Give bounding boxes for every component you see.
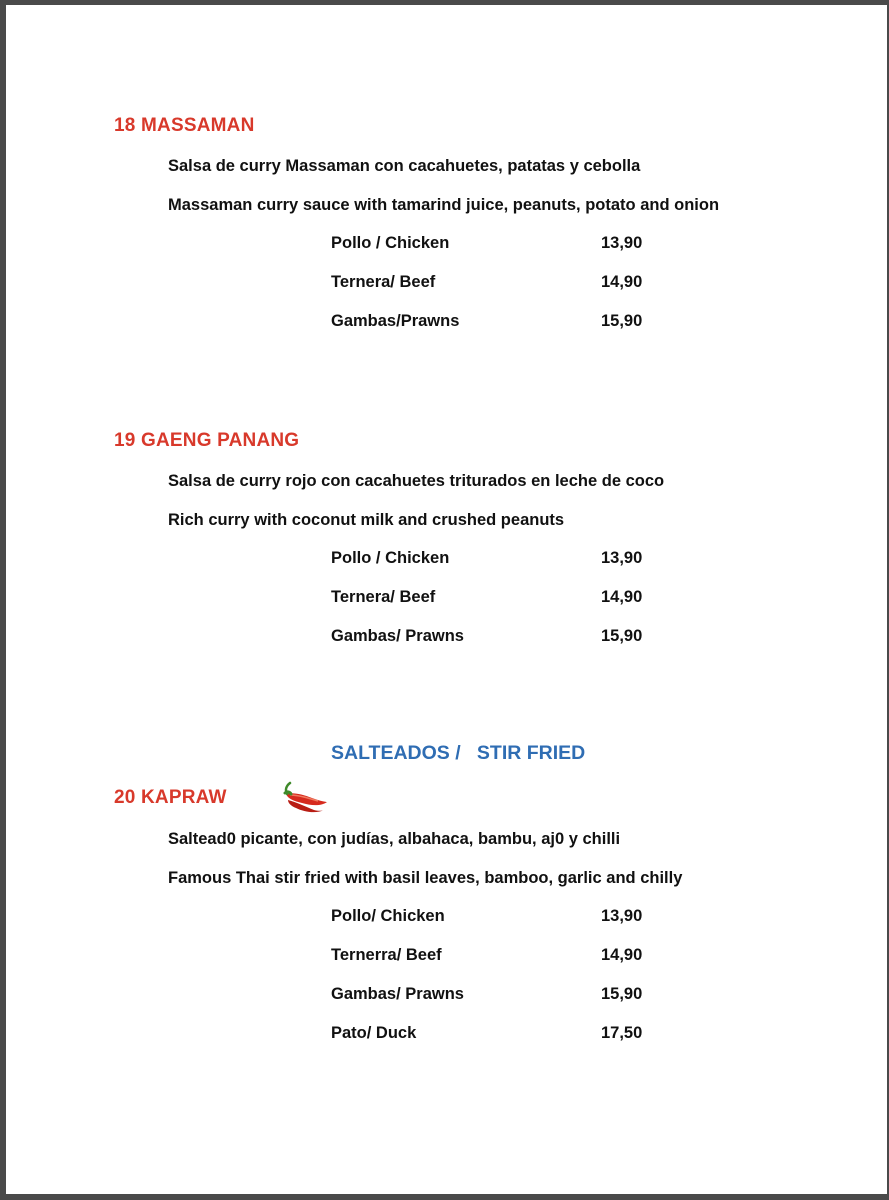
option-name: Gambas/Prawns [331, 312, 460, 330]
option-price: 14,90 [601, 273, 643, 291]
dish-description-es: Salsa de curry rojo con cacahuetes triturados en leche de coco [168, 472, 665, 490]
dish-description-en: Rich curry with coconut milk and crushed peanuts [168, 511, 565, 529]
option-name: Pollo / Chicken [331, 549, 450, 567]
dish-description-en: Famous Thai stir fried with basil leaves, bamboo, garlic and chilly [168, 869, 683, 887]
menu-page [6, 5, 887, 1194]
option-price: 17,50 [601, 1024, 643, 1042]
option-price: 13,90 [601, 549, 643, 567]
option-name: Pato/ Duck [331, 1024, 417, 1042]
option-name: Pollo/ Chicken [331, 907, 445, 925]
dish-title-kapraw: 20 KAPRAW [114, 787, 227, 808]
option-price: 15,90 [601, 627, 643, 645]
dish-title-gaeng-panang: 19 GAENG PANANG [114, 430, 300, 451]
option-name: Pollo / Chicken [331, 234, 450, 252]
option-price: 14,90 [601, 588, 643, 606]
option-name: Gambas/ Prawns [331, 985, 464, 1003]
option-name: Ternerra/ Beef [331, 946, 442, 964]
chili-pepper-icon [282, 780, 328, 816]
option-price: 14,90 [601, 946, 643, 964]
option-price: 13,90 [601, 234, 643, 252]
section-heading-stir-fried: SALTEADOS / STIR FRIED [331, 742, 586, 764]
option-name: Ternera/ Beef [331, 273, 436, 291]
option-price: 15,90 [601, 985, 643, 1003]
dish-description-es: Salsa de curry Massaman con cacahuetes, patatas y cebolla [168, 157, 641, 175]
dish-title-massaman: 18 MASSAMAN [114, 115, 255, 136]
option-name: Gambas/ Prawns [331, 627, 464, 645]
option-price: 13,90 [601, 907, 643, 925]
option-price: 15,90 [601, 312, 643, 330]
dish-description-en: Massaman curry sauce with tamarind juice, peanuts, potato and onion [168, 196, 720, 214]
dish-description-es: Saltead0 picante, con judías, albahaca, bambu, aj0 y chilli [168, 830, 621, 848]
option-name: Ternera/ Beef [331, 588, 436, 606]
